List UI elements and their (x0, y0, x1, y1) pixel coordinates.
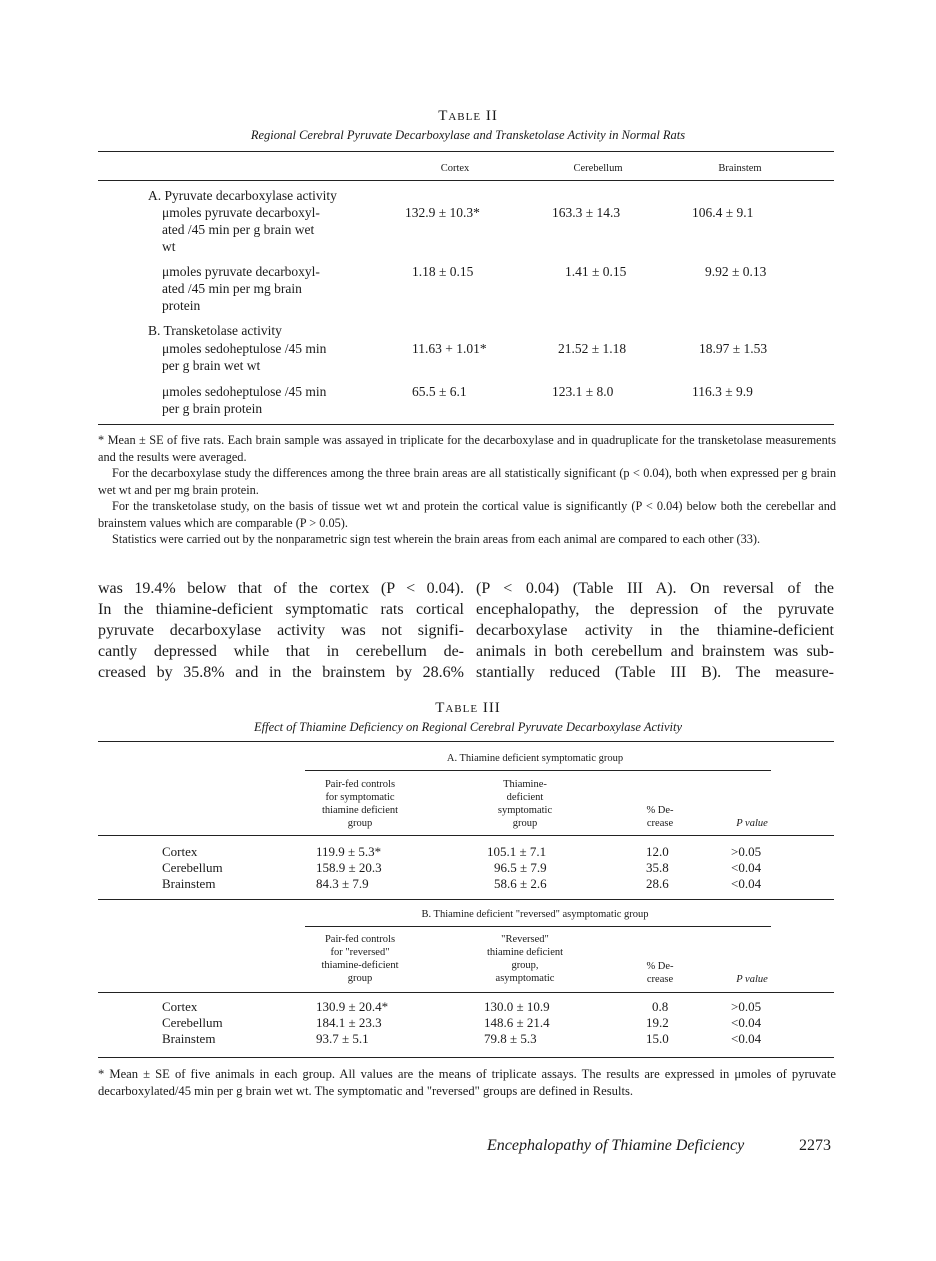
table3-b-header-controls-l1: Pair-fed controls (324, 934, 396, 945)
table2-row3-cerebellum: 21.52 ± 1.18 (558, 341, 627, 356)
table3-a-header-controls-l4: group (347, 818, 373, 829)
table3-b-header-controls-l4: group (347, 973, 373, 984)
table3-b-header-decrease-l1: % De- (646, 961, 674, 972)
table3-a-header-deficient-l4: group (512, 818, 538, 829)
table3-a-header-pvalue (722, 817, 782, 830)
table2-row4-brainstem: 116.3 ± 9.9 (692, 384, 753, 399)
table2-row3-label-l1: μmoles sedoheptulose /45 min (162, 341, 327, 356)
table3-b-header-reversed-l3: group, (511, 960, 539, 971)
table2-row2-brainstem: 9.92 ± 0.13 (705, 264, 767, 279)
table3-b-row2-decrease: 19.2 (646, 1015, 669, 1030)
body-right-line-4: animals in both cerebellum and brainstem was sub- (476, 643, 834, 660)
table3-a-header-controls-l1: Pair-fed controls (324, 779, 396, 790)
page-number: 2273 (799, 1137, 831, 1154)
table3-a-row1-controls: 119.9 ± 5.3* (316, 844, 382, 859)
table3-section-b: B. Thiamine deficient "reversed" asymptomatic group (421, 909, 649, 920)
table3-a-header-deficient (465, 778, 585, 830)
table3-b-row2-region: Cerebellum (162, 1015, 223, 1030)
table2-row1-cortex: 132.9 ± 10.3* (405, 205, 480, 220)
table2-bottom-rule (98, 424, 834, 425)
body-left-line-4: cantly depressed while that in cerebellum de- (98, 643, 464, 660)
table2-row4-cerebellum: 123.1 ± 8.0 (552, 384, 614, 399)
table2-note-1: * Mean ± SE of five rats. Each brain sample was assayed in triplicate for the decarboxylase and in quadruplicate for the transketolase measurements and the results were averaged. (98, 433, 836, 464)
table3-a-row2-decrease: 35.8 (646, 860, 669, 875)
table2-row1-label-l2: ated /45 min per g brain wet (162, 222, 315, 237)
table2-note-2: For the decarboxylase study the differences among the three brain areas are all statistically significant (p < 0.04), both when expressed per g brain wet wt and per mg brain protein. (98, 466, 836, 497)
table2-subtitle: Regional Cerebral Pyruvate Decarboxylase and Transketolase Activity in Normal Rats (250, 128, 686, 142)
table3-subtitle: Effect of Thiamine Deficiency on Regional Cerebral Pyruvate Decarboxylase Activity (254, 720, 682, 734)
table2-row3-label-l2: per g brain wet wt (162, 358, 261, 373)
table3-a-row2-pvalue: <0.04 (731, 860, 762, 875)
table3-a-row3-deficient: 58.6 ± 2.6 (494, 876, 547, 891)
body-left-line-5: creased by 35.8% and in the brainstem by 28.6% (98, 664, 464, 681)
table3-b-row3-reversed: 79.8 ± 5.3 (484, 1031, 537, 1046)
table3-b-header-decrease (630, 960, 690, 986)
table2-row3-cortex: 11.63 + 1.01* (412, 341, 487, 356)
table3-b-header-rule (98, 992, 834, 993)
table2-section-a: A. Pyruvate decarboxylase activity (148, 188, 337, 203)
running-title: Encephalopathy of Thiamine Deficiency (487, 1137, 745, 1154)
table2-header-rule (98, 180, 834, 181)
table2-top-rule (98, 151, 834, 152)
table3-b-row3-region: Brainstem (162, 1031, 216, 1046)
table3-a-header-controls (300, 778, 420, 830)
table3-a-header-controls-l3: thiamine deficient (321, 805, 399, 816)
table3-a-row3-pvalue: <0.04 (731, 876, 762, 891)
table3-b-header-controls (300, 933, 420, 985)
table2-title: Table II (438, 108, 498, 124)
table3-b-header-pvalue (722, 973, 782, 986)
table3-title: Table III (435, 700, 501, 716)
body-right-line-5: stantially reduced (Table III B). The measure- (476, 664, 834, 681)
table3-note-text: * Mean ± SE of five animals in each group. All values are the means of triplicate assays. The results are expressed in μmoles of pyruvate decarboxylated/45 min per g brain wet wt. The symptomatic and "reversed" groups are defined in Results. (98, 1067, 836, 1098)
table3-a-row3-decrease: 28.6 (646, 876, 669, 891)
table2-row1-label-l3: wt (162, 239, 176, 254)
table2-row1-cerebellum: 163.3 ± 14.3 (552, 205, 621, 220)
table2-row4-label-l1: μmoles sedoheptulose /45 min (162, 384, 327, 399)
table3-a-row3-controls: 84.3 ± 7.9 (316, 876, 369, 891)
table3-b-row1-controls: 130.9 ± 20.4* (316, 999, 389, 1014)
body-right-line-2: encephalopathy, the depression of the pyruvate (476, 601, 834, 618)
body-left-line-1: was 19.4% below that of the cortex (P < 0.04). (98, 580, 464, 597)
table3-b-row1-region: Cortex (162, 999, 198, 1014)
table2-note-4: Statistics were carried out by the nonparametric sign test wherein the brain areas from each animal are compared to each other (33). (112, 532, 761, 546)
body-left-line-3: pyruvate decarboxylase activity was not signifi- (98, 622, 464, 639)
table3-a-row2-controls: 158.9 ± 20.3 (316, 860, 382, 875)
table2-row2-cortex: 1.18 ± 0.15 (412, 264, 474, 279)
table2-col-cerebellum: Cerebellum (573, 163, 623, 174)
table3-b-header-reversed-l2: thiamine deficient (486, 947, 564, 958)
table2-row2-cerebellum: 1.41 ± 0.15 (565, 264, 627, 279)
table3-a-header-deficient-l3: symptomatic (497, 805, 553, 816)
table3-b-header-reversed-l1: "Reversed" (501, 934, 549, 945)
table3-b-header-reversed (465, 933, 585, 985)
table3-a-row2-deficient: 96.5 ± 7.9 (494, 860, 547, 875)
table3-b-row1-decrease: 0.8 (652, 999, 669, 1014)
table3-a-row1-decrease: 12.0 (646, 844, 669, 859)
table2-row1-label-l1: μmoles pyruvate decarboxyl- (162, 205, 320, 220)
table2-row2-label-l2: ated /45 min per mg brain (162, 281, 302, 296)
table3-mid-rule (98, 899, 834, 900)
table2-notes (98, 432, 836, 548)
table3-a-header-deficient-l2: deficient (506, 792, 544, 803)
body-left-line-2: In the thiamine-deficient symptomatic rats cortical (98, 601, 464, 618)
table2-row2-label-l3: protein (162, 298, 201, 313)
body-right-line-1: (P < 0.04) (Table III A). On reversal of the (476, 580, 834, 597)
table3-b-row2-pvalue: <0.04 (731, 1015, 762, 1030)
table3-b-row3-pvalue: <0.04 (731, 1031, 762, 1046)
table3-b-row3-controls: 93.7 ± 5.1 (316, 1031, 369, 1046)
table3-a-header-rule (98, 835, 834, 836)
table2-col-brainstem: Brainstem (718, 163, 762, 174)
table3-b-row2-controls: 184.1 ± 23.3 (316, 1015, 382, 1030)
table3-a-row3-region: Brainstem (162, 876, 216, 891)
table3-caption (0, 700, 936, 735)
table2-row4-label-l2: per g brain protein (162, 401, 263, 416)
table2-row3-brainstem: 18.97 ± 1.53 (699, 341, 768, 356)
body-column-right (476, 578, 834, 683)
table3-top-rule (98, 741, 834, 742)
table3-note (98, 1066, 836, 1099)
table3-a-header-pvalue-l1: P value (736, 818, 768, 829)
table3-a-header-decrease (630, 804, 690, 830)
table2-row2-label-l1: μmoles pyruvate decarboxyl- (162, 264, 320, 279)
table2-note-3: For the transketolase study, on the basis of tissue wet wt and protein the cortical value is significantly (P < 0.04) below both the cerebellar and brainstem values which are comparable (P > 0.05). (98, 499, 836, 530)
table3-section-a-rule (305, 770, 771, 771)
body-right-line-3: decarboxylase activity in the thiamine-deficient (476, 622, 834, 639)
table2-col-cortex: Cortex (440, 163, 470, 174)
table3-a-row1-deficient: 105.1 ± 7.1 (487, 844, 547, 859)
table3-a-header-decrease-l2: crease (646, 818, 674, 829)
table3-section-b-rule (305, 926, 771, 927)
table3-b-header-decrease-l2: crease (646, 974, 674, 985)
table3-b-row2-reversed: 148.6 ± 21.4 (484, 1015, 550, 1030)
table2-section-b: B. Transketolase activity (148, 323, 282, 338)
table3-bottom-rule (98, 1057, 834, 1058)
table3-b-header-controls-l2: for "reversed" (330, 947, 390, 958)
table3-b-row1-reversed: 130.0 ± 10.9 (484, 999, 550, 1014)
table2-caption (0, 108, 936, 143)
table3-b-header-controls-l3: thiamine-deficient (321, 960, 399, 971)
table2-row1-brainstem: 106.4 ± 9.1 (692, 205, 754, 220)
table3-a-row2-region: Cerebellum (162, 860, 223, 875)
table3-b-row3-decrease: 15.0 (646, 1031, 669, 1046)
table3-b-header-reversed-l4: asymptomatic (495, 973, 555, 984)
table3-b-row1-pvalue: >0.05 (731, 999, 762, 1014)
table3-b-header-pvalue-l1: P value (736, 974, 768, 985)
table3-a-header-controls-l2: for symptomatic (325, 792, 395, 803)
table3-a-header-decrease-l1: % De- (646, 805, 674, 816)
body-column-left (98, 578, 464, 683)
table3-section-a: A. Thiamine deficient symptomatic group (446, 753, 624, 764)
table3-a-row1-pvalue: >0.05 (731, 844, 762, 859)
table3-a-row1-region: Cortex (162, 844, 198, 859)
table3-a-header-deficient-l1: Thiamine- (503, 779, 547, 790)
table2-row4-cortex: 65.5 ± 6.1 (412, 384, 467, 399)
